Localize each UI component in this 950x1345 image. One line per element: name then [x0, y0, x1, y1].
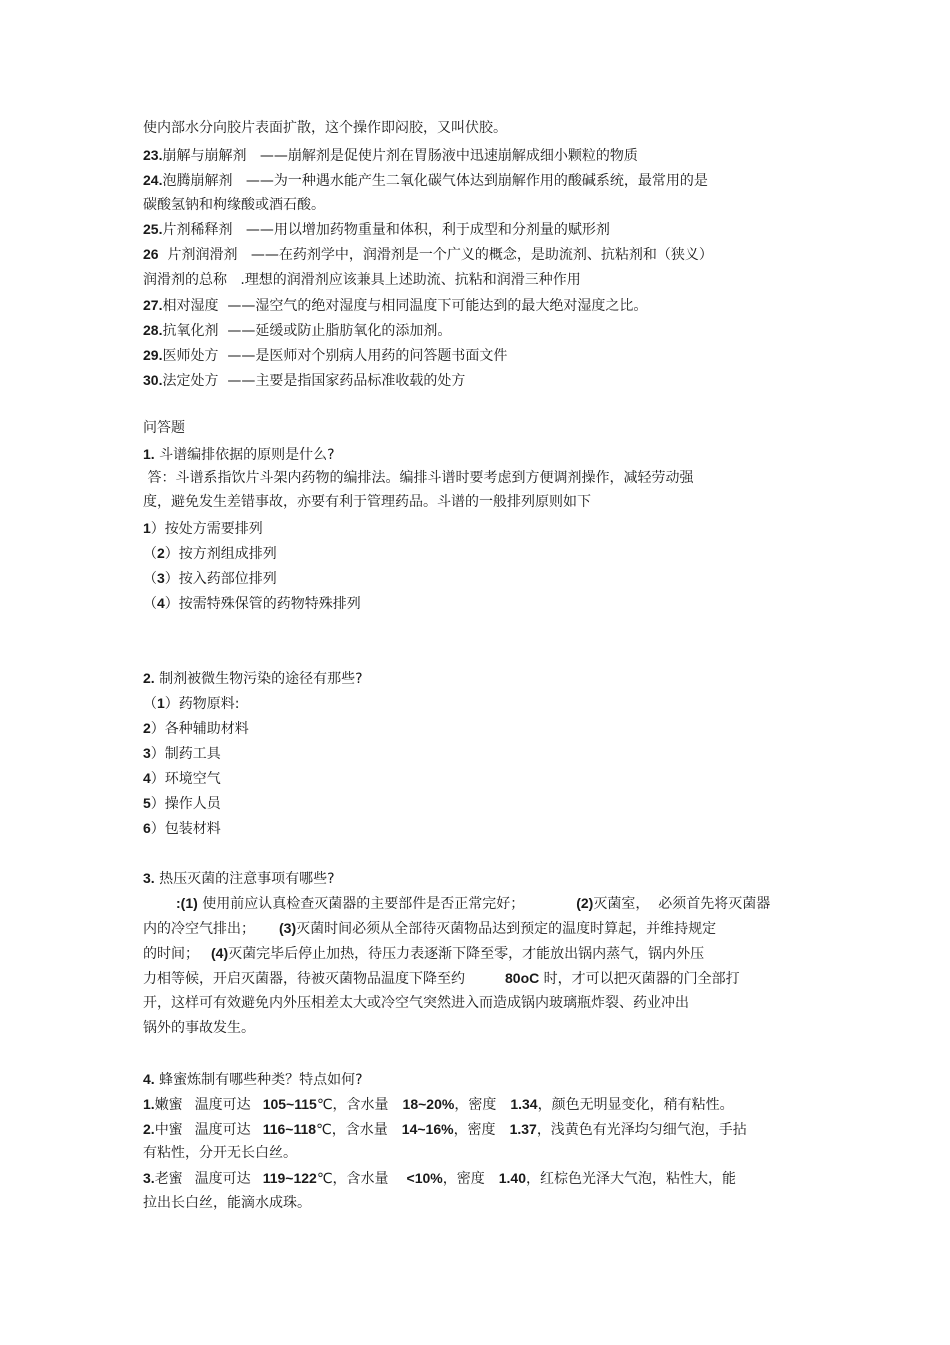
honey-type-number: 3. — [143, 1170, 155, 1186]
list-item — [143, 568, 277, 589]
definition-25 — [143, 219, 610, 240]
temperature-label: 温度可达 — [194, 1171, 251, 1187]
list-item-text: ）制药工具 — [150, 746, 221, 762]
list-item — [143, 718, 249, 739]
honey-type-desc: ，浅黄色有光泽均匀细气泡，手拈 — [536, 1122, 747, 1138]
answer-1-line-2: 度，避免发生差错事故，亦要有利于管理药品。斗谱的一般排列原则如下 — [143, 494, 591, 510]
definition-number: 27. — [143, 297, 163, 313]
density-label: ，密度 — [454, 1097, 497, 1113]
question-text: 蜂蜜炼制有哪些种类？特点如何? — [154, 1072, 363, 1088]
list-item — [143, 768, 221, 789]
definition-number: 29. — [143, 347, 163, 363]
density-label: ，密度 — [453, 1122, 496, 1138]
question-2 — [143, 668, 363, 689]
definition-24 — [143, 170, 708, 191]
list-item-prefix: （ — [143, 571, 157, 587]
honey-type-desc: ，红棕色光泽大气泡，粘性大，能 — [526, 1171, 736, 1187]
temperature-label: 温度可达 — [194, 1122, 251, 1138]
question-number: 4. — [143, 1071, 155, 1087]
water-value: 14~16% — [401, 1121, 454, 1137]
section-title: 问答题 — [143, 420, 185, 436]
honey-type-3 — [143, 1168, 736, 1189]
list-item-prefix: （ — [143, 696, 157, 712]
density-label: ，密度 — [442, 1171, 485, 1187]
list-item-prefix: （ — [143, 596, 157, 612]
answer-text: 使用前应认真检查灭菌器的主要部件是否正常完好； — [197, 896, 525, 912]
question-4 — [143, 1069, 363, 1090]
temperature-label: 温度可达 — [194, 1097, 251, 1113]
definition-text: 医师处方 ——是医师对个别病人用药的问答题书面文件 — [162, 348, 508, 364]
water-label: ℃，含水量 — [316, 1097, 389, 1113]
definition-number: 24. — [143, 172, 163, 188]
question-text: 热压灭菌的注意事项有哪些? — [154, 871, 335, 887]
honey-type-2-cont: 有粘性，分开无长白丝。 — [143, 1145, 297, 1161]
answer-text: 内的冷空气排出； — [143, 921, 255, 937]
answer-3-line-2 — [143, 918, 716, 939]
definition-text: 抗氧化剂 ——延缓或防止脂肪氧化的添加剂。 — [162, 323, 452, 339]
answer-text: 灭菌时间必须从全部待灭菌物品达到预定的温度时算起，并维持规定 — [296, 921, 717, 937]
list-item-text: ）操作人员 — [150, 796, 221, 812]
answer-3-line-3 — [143, 943, 704, 964]
list-item-text: ）药物原料: — [164, 696, 240, 712]
honey-type-name: 老蜜 — [154, 1171, 183, 1187]
definition-text: 法定处方 ——主要是指国家药品标准收载的处方 — [162, 373, 466, 389]
answer-3-line-6: 锅外的事故发生。 — [143, 1020, 255, 1036]
definition-27 — [143, 295, 647, 316]
list-item-number: 1 — [157, 695, 165, 711]
list-item — [143, 518, 263, 539]
answer-text: 的时间； — [143, 946, 199, 962]
water-label: ℃，含水量 — [316, 1122, 388, 1138]
list-item-text: ）按方剂组成排列 — [164, 546, 277, 562]
answer-3-line-4 — [143, 968, 740, 989]
honey-type-2 — [143, 1119, 747, 1140]
water-value: 18~20% — [402, 1096, 455, 1112]
definition-text: 片剂润滑剂 ——在药剂学中，润滑剂是一个广义的概念，是助流剂、抗粘剂和（狭义） — [158, 247, 713, 263]
honey-type-name: 中蜜 — [154, 1122, 183, 1138]
honey-type-name: 嫩蜜 — [154, 1097, 183, 1113]
list-item-number: 2 — [143, 720, 151, 736]
answer-text: 时，才可以把灭菌器的门全部打 — [539, 971, 740, 987]
density-value: 1.34 — [510, 1096, 538, 1112]
density-value: 1.37 — [509, 1121, 537, 1137]
definition-number: 25. — [143, 221, 163, 237]
list-item-number: 6 — [143, 820, 151, 836]
answer-1-line-1: 答：斗谱系指饮片斗架内药物的编排法。编排斗谱时要考虑到方便调剂操作，减轻劳动强 — [143, 470, 694, 486]
list-item — [143, 793, 221, 814]
list-item-text: ）按处方需要排列 — [150, 521, 263, 537]
answer-text: 灭菌完毕后停止加热，待压力表逐渐下降至零，才能放出锅内蒸气，锅内外压 — [228, 946, 705, 962]
definition-26-cont — [143, 269, 581, 290]
list-item-text: ）按需特殊保管的药物特殊排列 — [164, 596, 361, 612]
definition-text: 泡腾崩解剂 ——为一种遇水能产生二氧化碳气体达到崩解作用的酸碱系统，最常用的是 — [162, 173, 708, 189]
answer-text: 力相等候，开启灭菌器，待被灭菌物品温度下降至约 — [143, 971, 465, 987]
step-number: :(1) — [176, 895, 198, 911]
honey-type-desc: ，颜色无明显变化，稍有粘性。 — [537, 1097, 734, 1113]
intro-tail: 使内部水分向胶片表面扩散，这个操作即闷胶，又叫伏胶。 — [143, 120, 507, 136]
step-number: (4) — [211, 945, 229, 961]
water-label: ℃，含水量 — [316, 1171, 389, 1187]
definition-text: 片剂稀释剂 ——用以增加药物重量和体积，利于成型和分剂量的赋形剂 — [162, 222, 610, 238]
question-number: 2. — [143, 670, 155, 686]
definition-text: 碳酸氢钠和枸缘酸或酒石酸。 — [143, 197, 325, 213]
temperature-value: 80oC — [505, 970, 540, 986]
definition-26 — [143, 244, 713, 265]
honey-type-number: 1. — [143, 1096, 155, 1112]
question-1 — [143, 444, 335, 465]
honey-type-number: 2. — [143, 1121, 155, 1137]
definition-text: 相对湿度 ——湿空气的绝对湿度与相同温度下可能达到的最大绝对湿度之比。 — [162, 298, 648, 314]
list-item-number: 4 — [143, 770, 151, 786]
definition-23 — [143, 145, 638, 166]
honey-type-1 — [143, 1094, 734, 1115]
step-number: (2) — [576, 895, 594, 911]
list-item-prefix: （ — [143, 546, 157, 562]
temperature-value: 119~122 — [262, 1170, 317, 1186]
answer-3-line-5: 开，这样可有效避免内外压相差太大或冷空气突然进入而造成锅内玻璃瓶炸裂、药业冲出 — [143, 995, 689, 1011]
list-item-text: ）包装材料 — [150, 821, 221, 837]
answer-text: 灭菌室， 必须首先将灭菌器 — [593, 896, 771, 912]
list-item-number: 1 — [143, 520, 151, 536]
definition-text: 润滑剂的总称 .理想的润滑剂应该兼具上述助流、抗粘和润滑三种作用 — [143, 272, 581, 288]
list-item — [143, 743, 221, 764]
definition-28 — [143, 320, 451, 341]
step-number: (3) — [279, 920, 297, 936]
definition-text: 崩解与崩解剂 ——崩解剂是促使片剂在胃肠液中迅速崩解成细小颗粒的物质 — [162, 148, 638, 164]
temperature-value: 105~115 — [262, 1096, 317, 1112]
question-number: 1. — [143, 446, 155, 462]
list-item-number: 3 — [143, 745, 151, 761]
question-text: 斗谱编排依据的原则是什么? — [154, 447, 335, 463]
list-item — [143, 818, 221, 839]
question-3 — [143, 868, 335, 889]
list-item-number: 3 — [157, 570, 165, 586]
definition-number: 28. — [143, 322, 163, 338]
definition-24-cont — [143, 194, 325, 215]
list-item-text: ）各种辅助材料 — [150, 721, 249, 737]
temperature-value: 116~118 — [262, 1121, 317, 1137]
list-item-number: 4 — [157, 595, 165, 611]
question-number: 3. — [143, 870, 155, 886]
list-item-text: ）按入药部位排列 — [164, 571, 277, 587]
list-item-number: 5 — [143, 795, 151, 811]
honey-type-3-cont: 拉出长白丝，能滴水成珠。 — [143, 1195, 311, 1211]
water-value: <10% — [406, 1170, 443, 1186]
list-item — [143, 543, 277, 564]
list-item — [143, 593, 361, 614]
density-value: 1.40 — [498, 1170, 526, 1186]
definition-number: 26 — [143, 246, 159, 262]
definition-29 — [143, 345, 507, 366]
question-text: 制剂被微生物污染的途径有那些? — [154, 671, 363, 687]
definition-30 — [143, 370, 465, 391]
list-item — [143, 693, 240, 714]
list-item-text: ）环境空气 — [150, 771, 221, 787]
answer-3-line-1 — [176, 893, 770, 914]
list-item-number: 2 — [157, 545, 165, 561]
definition-number: 23. — [143, 147, 163, 163]
definition-number: 30. — [143, 372, 163, 388]
